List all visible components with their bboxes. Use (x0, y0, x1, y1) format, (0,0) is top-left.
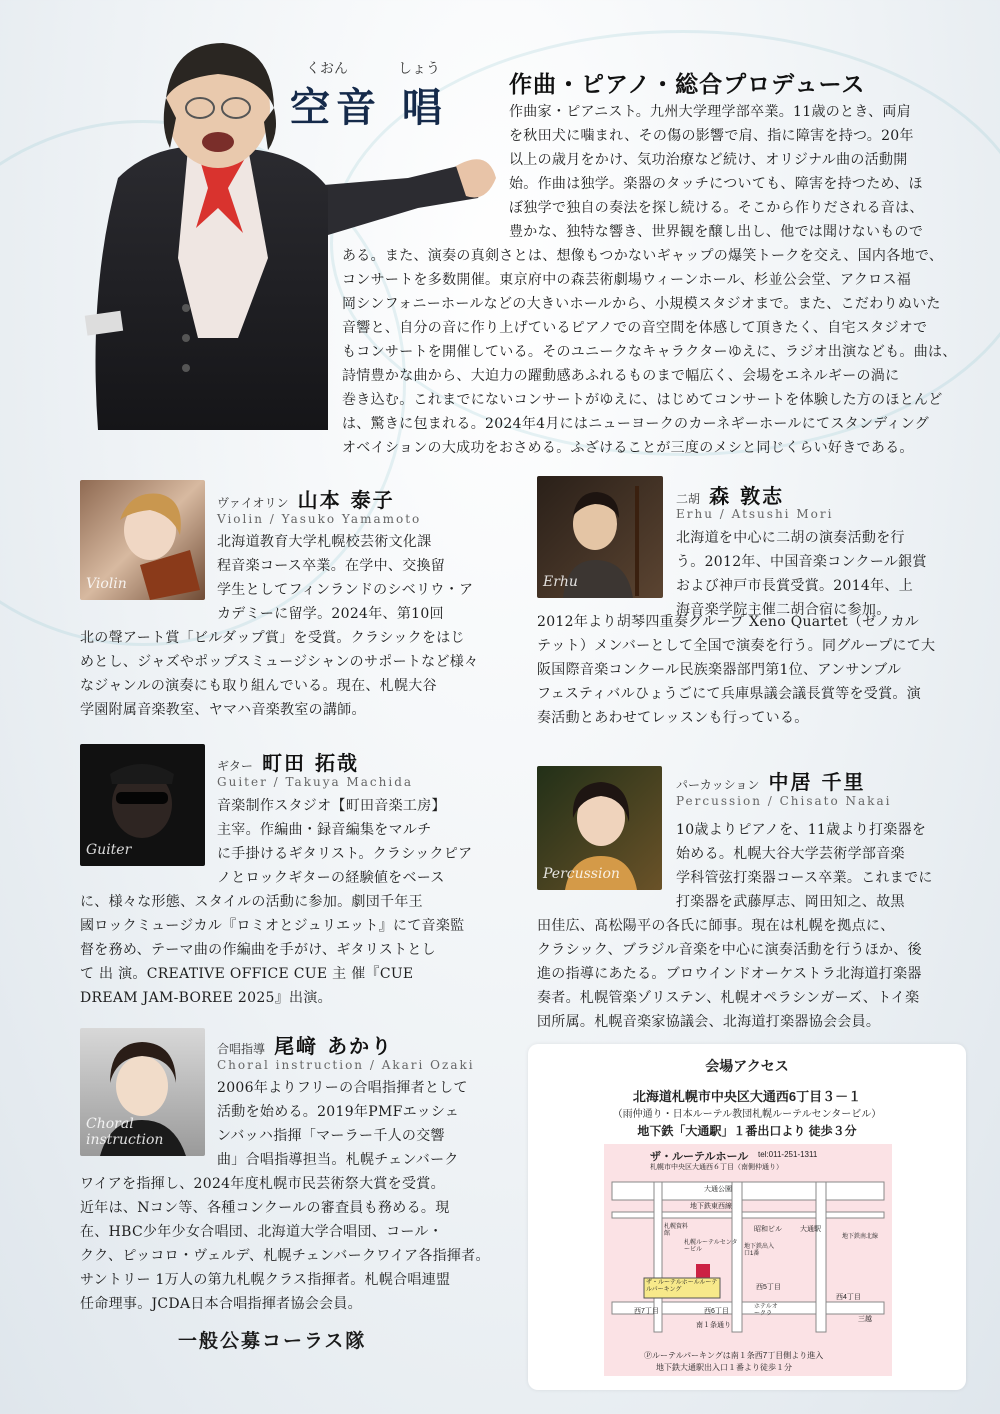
bio-line: テット）メンバーとして全国で演奏を行う。同グループにて大 (537, 638, 936, 654)
bio-line: 北の聲アート賞「ビルダップ賞」を受賞。クラシックをはじ (80, 630, 465, 646)
mori-photo (537, 476, 663, 598)
nakai-bio-narrow (676, 818, 933, 914)
bio-line: 奏者。札幌管楽ゾリステン、札幌オペラシンガーズ、トイ楽 (537, 990, 920, 1006)
bio-line: 活動を始める。2019年PMFエッシェ (217, 1104, 460, 1120)
bio-line: 2012年より胡琴四重奏グループ Xeno Quartet（ゼノカル (537, 614, 920, 630)
machida-name-row (217, 747, 359, 776)
bio-line: 10歳よりピアノを、11歳より打楽器を (676, 822, 927, 838)
bio-line: 國ロックミュージカル『ロミオとジュリエット』にて音楽監 (80, 918, 465, 934)
ozaki-subtitle: Choral instruction / Akari Ozaki (217, 1058, 475, 1072)
bio-line: 2006年よりフリーの合唱指揮者として (217, 1080, 468, 1096)
map-parking-note-2: 地下鉄大通駅出入口１番より徒歩１分 (656, 1363, 792, 1372)
bio-line: 任命理事。JCDA日本合唱指揮者協会会員。 (80, 1296, 362, 1312)
nakai-bio-wide (537, 914, 922, 1034)
bio-line: は、驚きに包まれる。2024年4月にはニューヨークのカーネギーホールにてスタンディング (342, 416, 930, 432)
main-bio (509, 100, 979, 244)
bio-line: ぼ独学で独自の奏法を探し続ける。そこから作りだされる音は、 (509, 200, 924, 216)
bio-line: 打楽器を武藤厚志、岡田知之、故黒 (676, 894, 905, 910)
bio-line: に、様々な形態、スタイルの活動に参加。劇団千年王 (80, 894, 423, 910)
bio-line: オベイションの大成功をおさめる。ふざけることが三度のメシと同じくらい好きである。 (342, 440, 914, 456)
bio-line: もコンサートを開催している。そのユニークなキャラクターゆえに、ラジオ出演なども。曲は、 (342, 344, 957, 360)
bio-line: カデミーに留学。2024年、第10回 (217, 606, 444, 622)
machida-photo (80, 744, 205, 866)
map-label-hotel-okura: ホテルオークラ (754, 1304, 778, 1317)
bio-line: 在、HBC少年少女合唱団、北海道大学合唱団、コール・ (80, 1224, 443, 1240)
bio-line: 音響と、自分の音に作り上げているピアノでの音空間を体感して頂きたく、自宅スタジオで (342, 320, 928, 336)
chorus-label: 一般公募コーラス隊 (178, 1330, 367, 1352)
bio-line: 音楽制作スタジオ【町田音楽工房】 (217, 798, 446, 814)
bio-line: 岡シンフォニーホールなどの大きいホールから、小規模スタジオまで。また、こだわりぬいた (342, 296, 941, 312)
access-map (604, 1144, 892, 1376)
main-name: 空音 唱 (290, 84, 448, 131)
nakai-subtitle: Percussion / Chisato Nakai (676, 794, 892, 808)
bio-line: に手掛けるギタリスト。クラシックピア (217, 846, 473, 862)
photo-script-label: Guiter (86, 842, 132, 858)
main-bio-wide (342, 244, 982, 460)
mori-name-row (676, 480, 784, 509)
venue-access-box (528, 1044, 966, 1390)
bio-line: う。2012年、中国音楽コンクール銀賞 (676, 554, 927, 570)
access-address-note: （雨仲通り・日本ルーテル教団札幌ルーテルセンタービル） (612, 1109, 882, 1120)
bio-line: て 出 演。CREATIVE OFFICE CUE 主 催『CUE (80, 966, 414, 982)
photo-script-label: Violin (86, 576, 127, 592)
bio-line: 主宰。作編曲・録音編集をマルチ (217, 822, 432, 838)
bio-line: 田佳広、髙松陽平の各氏に師事。現在は札幌を拠点に、 (537, 918, 895, 934)
mori-bio-narrow (676, 526, 927, 622)
mori-role: 二胡 (676, 492, 701, 506)
ozaki-bio-narrow (217, 1076, 468, 1172)
bio-line: クク、ピッコロ・ヴェルデ、札幌チェンバークワイア各指揮者。 (80, 1248, 490, 1264)
map-label-nishi7: 西7丁目 (634, 1308, 659, 1315)
machida-subtitle: Guiter / Takuya Machida (217, 775, 414, 789)
map-streets (604, 1172, 892, 1348)
bio-line: 北海道を中心に二胡の演奏活動を行 (676, 530, 905, 546)
machida-role: ギター (217, 759, 253, 773)
bio-line: 詩情豊かな曲から、大迫力の躍動感あふれるものまで幅広く、会場をエネルギーの渦に (342, 368, 900, 384)
yamamoto-name-row (217, 484, 395, 513)
map-label-odori-park: 大通公園 (704, 1186, 732, 1193)
map-hall-name: ザ・ルーテルホール (650, 1151, 749, 1163)
bio-line: 学生としてフィンランドのシベリウ・ア (217, 582, 474, 598)
bio-line: フェスティバルひょうごにて兵庫県議会議長賞等を受賞。演 (537, 686, 921, 702)
main-role-title: 作曲・ピアノ・総合プロデュース (509, 71, 866, 98)
yamamoto-photo (80, 480, 205, 600)
map-label-nishi5: 西5丁目 (756, 1284, 781, 1291)
bio-line: 以上の歳月をかけ、気功治療など続け、オリジナル曲の活動開 (509, 152, 908, 168)
bio-line: 進の指導にあたる。ブロウインドオーケストラ北海道打楽器 (537, 966, 922, 982)
machida-name: 町田 拓哉 (261, 751, 359, 775)
map-label-showa-bldg: 昭和ビル (754, 1226, 782, 1233)
yamamoto-subtitle: Violin / Yasuko Yamamoto (217, 512, 422, 526)
access-heading: 会場アクセス (705, 1058, 789, 1074)
bio-line: ある。また、演奏の真剣さとは、想像もつかないギャップの爆笑トークを交え、国内各地で、 (342, 248, 944, 264)
bio-line: 督を務め、テーマ曲の作編曲を手がけ、ギタリストとし (80, 942, 436, 958)
nakai-name: 中居 千里 (768, 770, 866, 794)
map-label-chikagai: 地下鉄東西線 (690, 1203, 732, 1210)
map-label-nishi4: 西4丁目 (836, 1294, 861, 1301)
bio-line: および神戸市長賞受賞。2014年、上 (676, 578, 914, 594)
mori-subtitle: Erhu / Atsushi Mori (676, 507, 834, 521)
bio-line: クラシック、ブラジル音楽を中心に演奏活動を行うほか、後 (537, 942, 922, 958)
bio-line: めとし、ジャズやポップスミュージシャンのサポートなど様々 (80, 654, 479, 670)
ozaki-photo (80, 1028, 205, 1156)
ozaki-name: 尾﨑 あかり (274, 1034, 394, 1058)
bio-line: 始める。札幌大谷大学芸術学部音楽 (676, 846, 905, 862)
nakai-name-row (676, 766, 865, 795)
name-ruby-shou: しょう (398, 61, 440, 77)
bio-line: 学科管弦打楽器コース卒業。これまでに (676, 870, 933, 886)
bio-line: ワイアを指揮し、2024年度札幌市民芸術祭大賞を受賞。 (80, 1176, 445, 1192)
bio-line: 豊かな、独特な響き、世界観を醸し出し、他では聞けないもので (509, 224, 924, 240)
bio-line: DREAM JAM-BOREE 2025』出演。 (80, 990, 332, 1006)
bio-line: コンサートを多数開催。東京府中の森芸術劇場ウィーンホール、杉並公会堂、アクロス福 (342, 272, 912, 288)
nakai-photo (537, 766, 662, 890)
yamamoto-bio-wide (80, 626, 478, 722)
yamamoto-role: ヴァイオリン (217, 496, 289, 510)
bio-line: ンバッハ指揮「マーラー千人の交響 (217, 1128, 445, 1144)
map-label-lutheran-center: 札幌ルーテルセンタービル (684, 1240, 738, 1253)
bio-line: 北海道教育大学札幌校芸術文化課 (217, 534, 432, 550)
yamamoto-bio-narrow (217, 530, 473, 626)
bio-line: 始。作曲は独学。楽器のタッチについても、障害を持つため、ほ (509, 176, 923, 192)
bio-line: 作曲家・ピアニスト。九州大学理学部卒業。11歳のとき、両肩 (509, 104, 911, 120)
photo-script-label: Percussion (543, 866, 620, 882)
map-label-parking: ザ・ルーテルホールルーテルパーキング (646, 1280, 718, 1293)
bio-line: 近年は、Nコン等、各種コンクールの審査員も務める。現 (80, 1200, 450, 1216)
ozaki-role: 合唱指導 (217, 1042, 266, 1056)
bio-line: 巻き込む。これまでにないコンサートがゆえに、はじめてコンサートを体験した方のほとんど (342, 392, 943, 408)
bio-line: 学園附属音楽教室、ヤマハ音楽教室の講師。 (80, 702, 366, 718)
map-parking-note-1: Ⓟルーテルパーキングは南１条西7丁目側より進入 (644, 1351, 824, 1360)
bio-line: 奏活動とあわせてレッスンも行っている。 (537, 710, 809, 726)
map-label-minami1: 南１条通り (696, 1322, 731, 1329)
bio-line: 阪国際音楽コンクール民族楽器部門第1位、アンサンブル (537, 662, 902, 678)
map-label-shiryokan: 札幌資料館 (664, 1224, 689, 1237)
mori-bio-wide (537, 610, 935, 730)
access-subway: 地下鉄「大通駅」１番出口より 徒歩３分 (637, 1124, 857, 1138)
map-hall-tel: tel:011-251-1311 (758, 1150, 818, 1159)
bio-line: を秋田犬に噛まれ、その傷の影響で肩、指に障害を持つ。20年 (509, 128, 914, 144)
map-label-odori-station: 大通駅 (800, 1226, 821, 1233)
bio-line: 程音楽コース卒業。在学中、交換留 (217, 558, 446, 574)
ozaki-bio-wide (80, 1172, 490, 1316)
venue-marker (696, 1264, 710, 1278)
nakai-role: パーカッション (676, 778, 760, 792)
map-label-mitsukoshi: 三越 (858, 1316, 872, 1323)
machida-bio-narrow (217, 794, 472, 890)
photo-script-label: Erhu (543, 574, 578, 590)
access-address: 北海道札幌市中央区大通西6丁目３－１ (632, 1089, 862, 1104)
bio-line: 曲」合唱指導担当。札幌チェンバーク (217, 1152, 459, 1168)
bio-line: なジャンルの演奏にも取り組んでいる。現在、札幌大谷 (80, 678, 437, 694)
photo-script-label: Choral instruction (86, 1116, 164, 1148)
bio-line: サントリー 1万人の第九札幌クラス指揮者。札幌合唱連盟 (80, 1272, 451, 1288)
name-ruby-kuon: くおん (306, 61, 348, 77)
map-hall-address: 札幌市中央区大通西６丁目（南側仲通り） (650, 1164, 783, 1171)
map-label-tokyu: 地下鉄南北線 (842, 1234, 879, 1240)
ozaki-name-row (217, 1030, 393, 1059)
mori-name: 森 敦志 (709, 484, 785, 508)
map-label-nishi6: 西6丁目 (704, 1308, 729, 1315)
machida-bio-wide (80, 890, 464, 1010)
bio-line: 団所属。札幌音楽家協議会、北海道打楽器協会会員。 (537, 1014, 881, 1030)
bio-line: ノとロックギターの経験値をベース (217, 870, 445, 886)
bio-line: 海音楽学院主催二胡合宿に参加。 (676, 602, 891, 618)
yamamoto-name: 山本 泰子 (297, 488, 395, 512)
map-label-subway-exit: 地下鉄出入口1番 (744, 1244, 775, 1257)
